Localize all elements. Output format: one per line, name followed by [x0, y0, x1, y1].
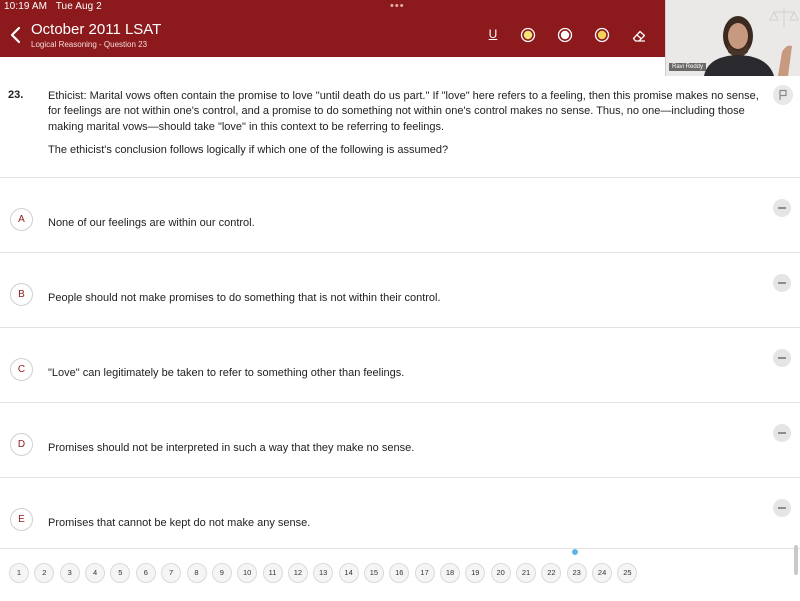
question-nav-button[interactable]: 7: [161, 563, 181, 583]
question-nav-button[interactable]: 5: [110, 563, 130, 583]
question-nav-button[interactable]: 16: [389, 563, 409, 583]
status-time: 10:19 AM Tue Aug 2: [4, 1, 102, 12]
question-nav-button[interactable]: 2: [34, 563, 54, 583]
answer-choice-d[interactable]: [0, 403, 800, 478]
choice-letter[interactable]: B: [10, 283, 33, 306]
question-stem[interactable]: The ethicist's conclusion follows logically if which one of the following is assumed?: [48, 144, 449, 156]
question-navigator: [0, 548, 800, 601]
choice-text[interactable]: Promises that cannot be kept do not make any sense.: [48, 517, 311, 529]
question-nav-button[interactable]: 13: [313, 563, 333, 583]
highlight-yellow-button[interactable]: [520, 27, 536, 43]
question-nav-button[interactable]: 6: [136, 563, 156, 583]
answer-choice-b[interactable]: [0, 253, 800, 328]
question-nav-button[interactable]: 24: [592, 563, 612, 583]
question-nav-button[interactable]: 9: [212, 563, 232, 583]
question-nav-button[interactable]: 21: [516, 563, 536, 583]
question-nav-button[interactable]: 15: [364, 563, 384, 583]
question-stimulus[interactable]: Ethicist: Marital vows often contain the promise to love "until death do us part." If "love" here refers to a feeling, then this promise makes no sense, for feelings are not within one's control, and a promise to do something not within one's control makes no sense. Thus, no one—including those making marital vows—should take "love" in this context to be referring to feelings.: [48, 90, 759, 133]
question-nav-button[interactable]: 3: [60, 563, 80, 583]
choice-text[interactable]: "Love" can legitimately be taken to refer to something other than feelings.: [48, 367, 405, 379]
question-nav-button[interactable]: 12: [288, 563, 308, 583]
eraser-icon[interactable]: [631, 27, 647, 43]
question-nav-button[interactable]: 11: [263, 563, 283, 583]
question-nav-button[interactable]: 17: [415, 563, 435, 583]
question-nav-button[interactable]: 25: [617, 563, 637, 583]
eliminate-choice-icon[interactable]: [773, 274, 791, 292]
current-question-indicator: [572, 549, 578, 555]
choice-letter[interactable]: E: [10, 508, 33, 531]
choice-letter[interactable]: A: [10, 208, 33, 231]
participant-name-label: Ravi Reddy: [669, 63, 706, 71]
question-nav-button[interactable]: 14: [339, 563, 359, 583]
choice-letter[interactable]: D: [10, 433, 33, 456]
flag-icon[interactable]: [773, 85, 793, 105]
question-nav-button[interactable]: 10: [237, 563, 257, 583]
page-title: October 2011 LSAT: [31, 21, 162, 38]
question-nav-button[interactable]: 20: [491, 563, 511, 583]
question-nav-button[interactable]: 8: [187, 563, 207, 583]
multitask-dots[interactable]: •••: [390, 0, 405, 12]
scrollbar[interactable]: [794, 545, 798, 575]
question-nav-button[interactable]: 18: [440, 563, 460, 583]
highlight-orange-button[interactable]: [594, 27, 610, 43]
answer-choice-e[interactable]: [0, 478, 800, 548]
question-nav-button[interactable]: 1: [9, 563, 29, 583]
question-nav-button[interactable]: 22: [541, 563, 561, 583]
question-nav-button[interactable]: 4: [85, 563, 105, 583]
choice-text[interactable]: People should not make promises to do something that is not within their control.: [48, 292, 441, 304]
question-nav-button[interactable]: 19: [465, 563, 485, 583]
highlight-white-button[interactable]: [557, 27, 573, 43]
choice-text[interactable]: Promises should not be interpreted in such a way that they make no sense.: [48, 442, 415, 454]
eliminate-choice-icon[interactable]: [773, 424, 791, 442]
answer-choice-c[interactable]: [0, 328, 800, 403]
choice-letter[interactable]: C: [10, 358, 33, 381]
choice-text[interactable]: None of our feelings are within our control.: [48, 217, 255, 229]
question-number: 23.: [8, 89, 24, 101]
answer-choice-a[interactable]: [0, 178, 800, 253]
eliminate-choice-icon[interactable]: [773, 499, 791, 517]
instructor-video-tile: [665, 0, 800, 76]
page-subtitle: Logical Reasoning - Question 23: [31, 40, 148, 49]
back-icon[interactable]: [6, 25, 26, 45]
eliminate-choice-icon[interactable]: [773, 349, 791, 367]
question-nav-button[interactable]: 23: [567, 563, 587, 583]
eliminate-choice-icon[interactable]: [773, 199, 791, 217]
underline-tool-button[interactable]: U: [488, 27, 498, 41]
